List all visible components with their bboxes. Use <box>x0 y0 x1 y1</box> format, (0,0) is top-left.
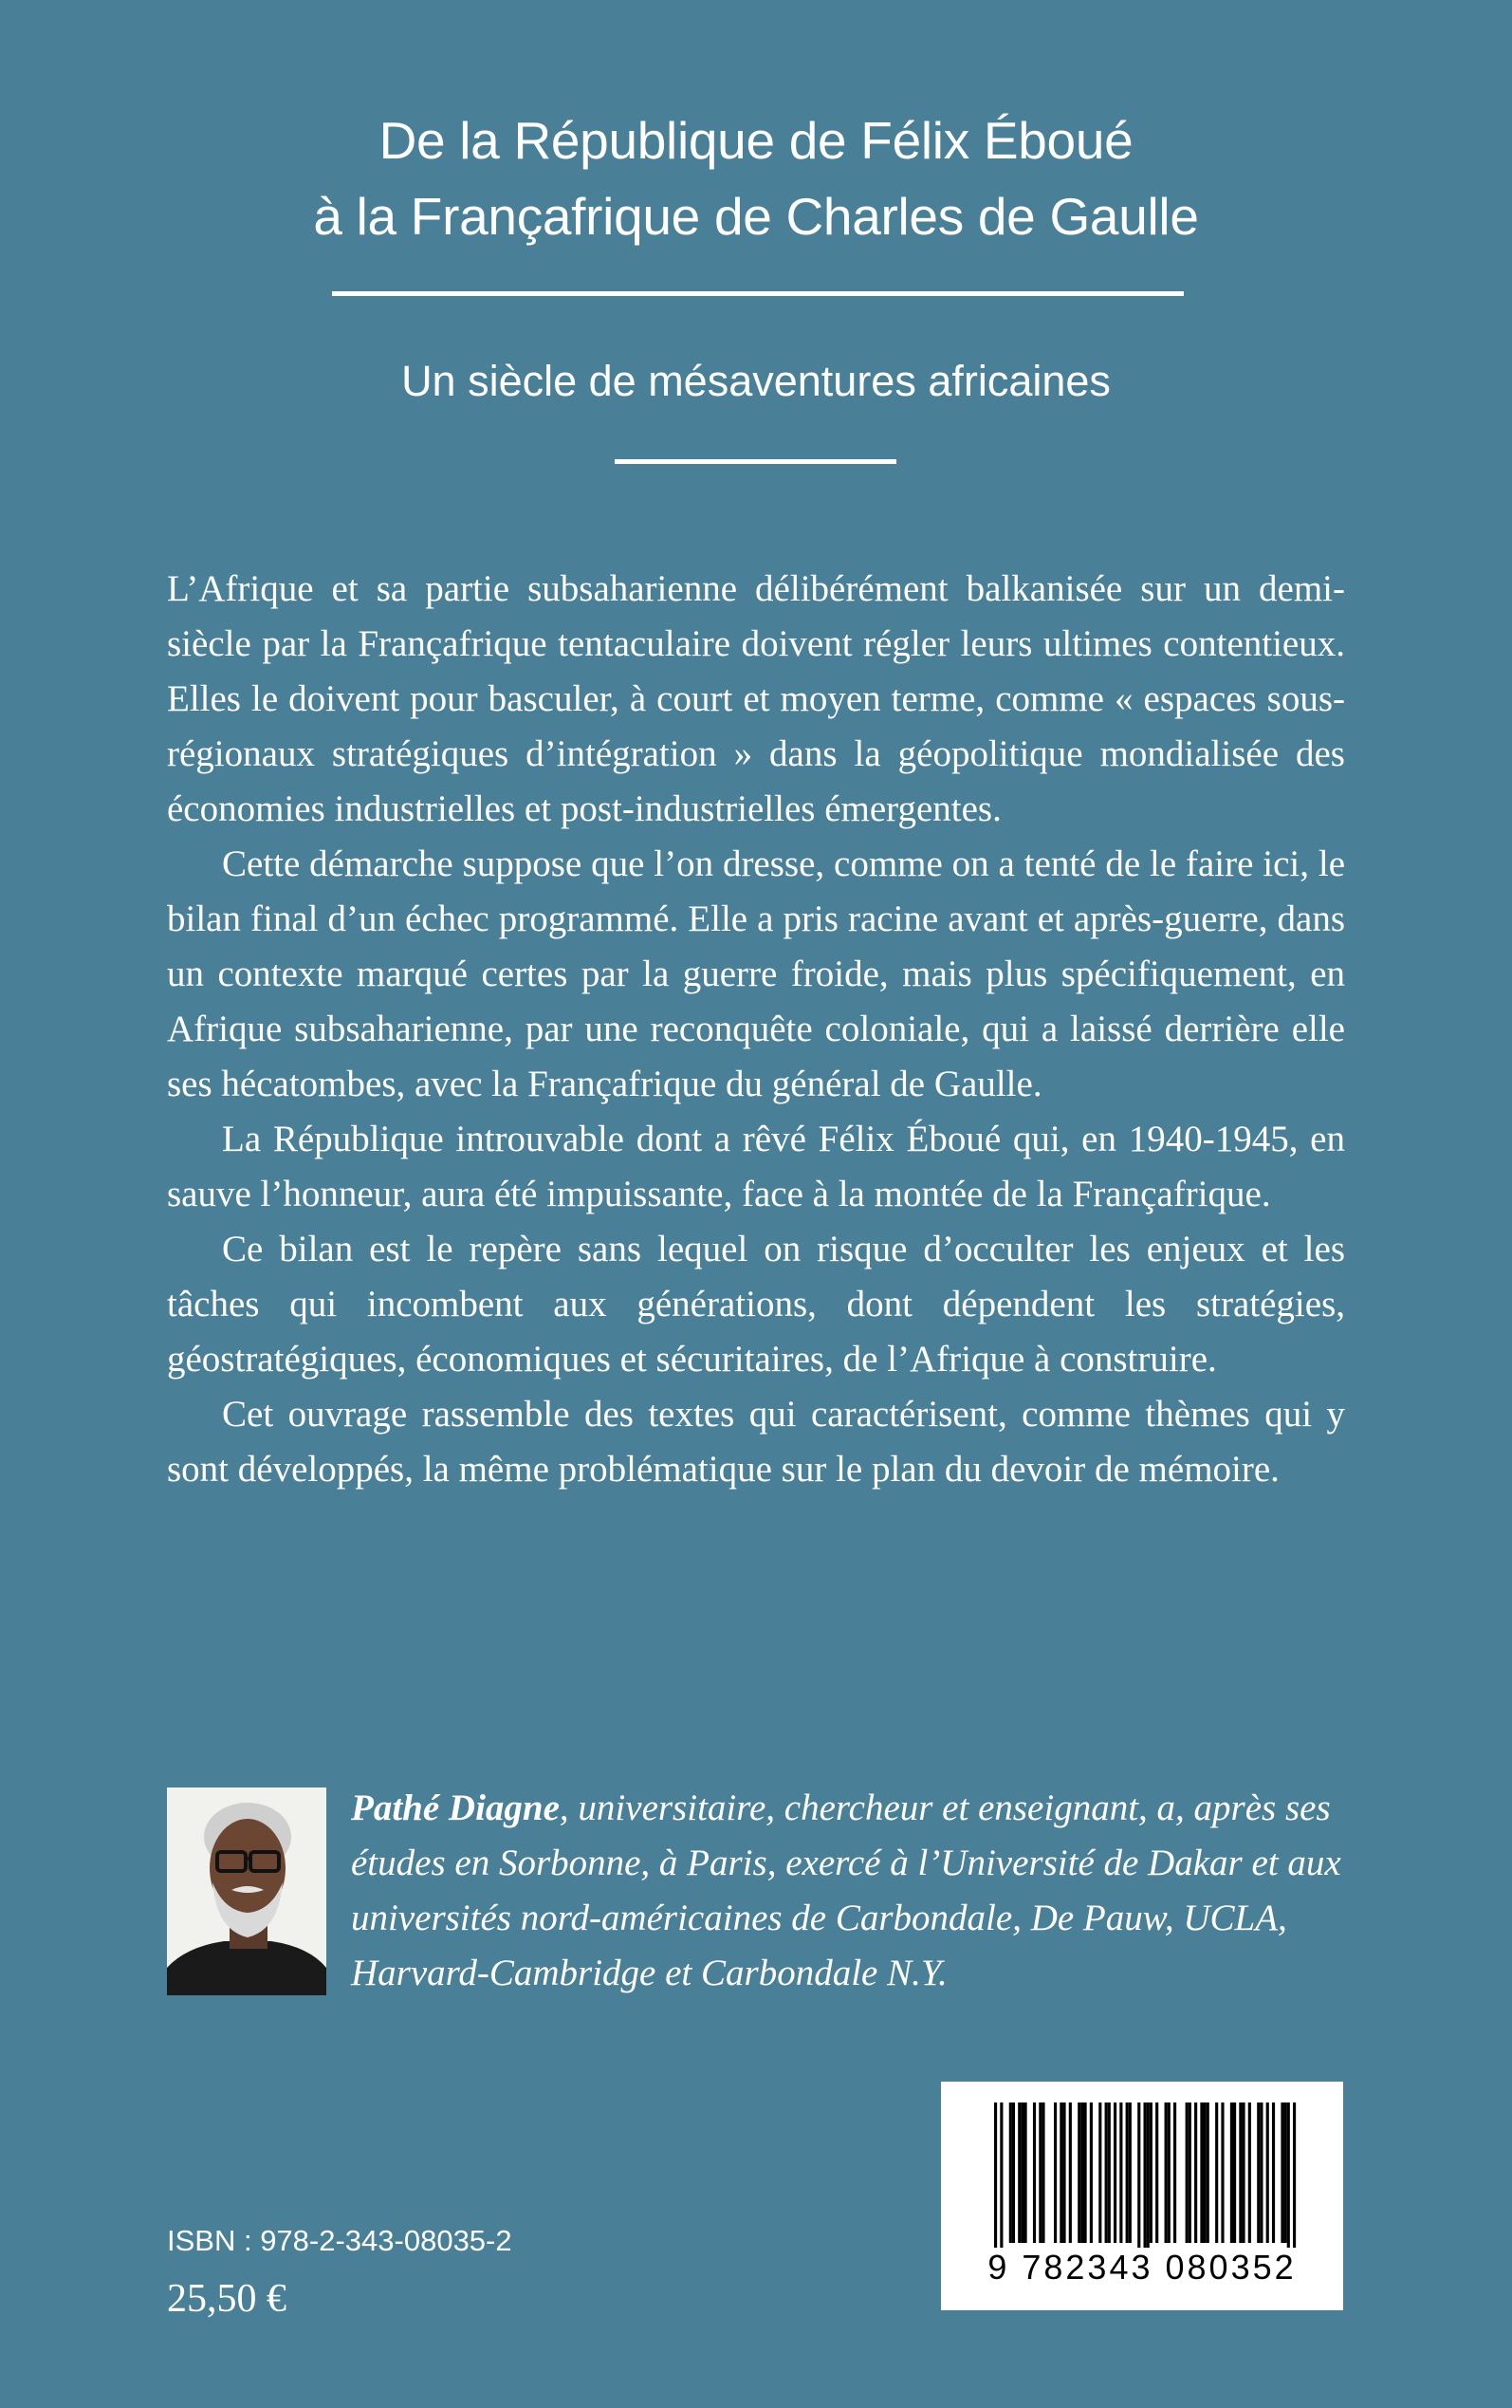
barcode-bar <box>1090 2102 1093 2243</box>
author-name: Pathé Diagne <box>351 1787 560 1828</box>
barcode-bar <box>1126 2102 1129 2243</box>
isbn-barcode <box>941 2082 1343 2310</box>
barcode-bar <box>1054 2102 1057 2243</box>
author-bio-text: , universitaire, chercheur et enseignant, a, après ses études en Sorbonne, à Paris, exercé à l’Université de Dakar et aux universités nord-américaines de Carbondale, De Pauw, UCLA, Harvard-Cambridge et Carbondale N.Y. <box>351 1787 1341 1993</box>
barcode-bar <box>1069 2102 1072 2243</box>
summary-paragraph: Cette démarche suppose que l’on dresse, comme on a tenté de le faire ici, le bilan final d’un échec programmé. Elle a pris racine avant et après-guerre, dans un contexte marqué certes par la guerre froide, mais plus spécifiquement, en Afrique subsaharienne, par une reconquête coloniale, qui a laissé derrière elle ses hécatombes, avec la Françafrique du général de Gaulle. <box>167 843 1345 1104</box>
barcode-bar <box>1284 2102 1287 2243</box>
barcode-bar <box>1281 2102 1283 2243</box>
barcode-bar <box>1260 2102 1263 2243</box>
barcode-bar <box>1155 2102 1158 2243</box>
title-line-1: De la République de Félix Éboué <box>378 111 1134 170</box>
barcode-bar <box>994 2102 997 2248</box>
barcode-bar <box>1168 2102 1171 2243</box>
barcode-bar <box>1215 2102 1218 2243</box>
barcode-bar <box>1165 2102 1168 2243</box>
barcode-bar <box>1108 2102 1111 2243</box>
barcode-bar <box>1098 2102 1101 2243</box>
barcode-digits: 9 782343 080352 <box>987 2248 1297 2287</box>
title-line-2: à la Françafrique de Charles de Gaulle <box>313 187 1199 246</box>
summary-paragraph: Cet ouvrage rassemble des textes qui caractérisent, comme thèmes qui y sont développés, la même problématique sur le plan du devoir de mémoire. <box>167 1394 1345 1490</box>
barcode-bar <box>1021 2102 1023 2243</box>
barcode-bar <box>1144 2102 1147 2248</box>
barcode-bar <box>1042 2102 1044 2243</box>
barcode-bar <box>1060 2102 1062 2243</box>
barcode-bar <box>1207 2102 1209 2243</box>
author-bio <box>351 1781 1345 2001</box>
barcode-bar <box>1018 2102 1021 2243</box>
barcode-bar <box>1272 2102 1275 2243</box>
barcode-bar <box>1039 2102 1042 2243</box>
isbn-label: ISBN : 978-2-343-08035-2 <box>167 2224 512 2257</box>
barcode-bar <box>1221 2102 1224 2243</box>
barcode-bar <box>1129 2102 1132 2243</box>
barcode-bar <box>1173 2102 1176 2243</box>
barcode-bar <box>1287 2102 1290 2248</box>
summary-paragraph: Ce bilan est le repère sans lequel on risque d’occulter les enjeux et les tâches qui incombent aux générations, dont dépendent les stratégies, géostratégiques, économiques et sécuritaires, de l’Afrique à construire. <box>167 1229 1345 1380</box>
barcode-bar <box>1000 2102 1003 2248</box>
barcode-bar <box>1233 2102 1236 2243</box>
barcode-bar <box>1119 2102 1122 2243</box>
subtitle-divider <box>615 459 896 464</box>
back-cover-summary <box>167 562 1345 1497</box>
barcode-bar <box>1114 2102 1116 2243</box>
barcode-bar <box>1084 2102 1087 2243</box>
barcode-bar <box>1009 2102 1012 2243</box>
barcode-bar <box>1242 2102 1245 2243</box>
barcode-bar <box>1078 2102 1080 2243</box>
barcode-bar <box>1186 2102 1189 2243</box>
barcode-bar <box>1239 2102 1242 2243</box>
barcode-bar <box>1012 2102 1015 2243</box>
barcode-bar <box>1194 2102 1197 2243</box>
barcode-bar <box>1147 2102 1150 2248</box>
barcode-bar <box>1024 2102 1027 2243</box>
summary-paragraph: L’Afrique et sa partie subsaharienne délibérément balkanisée sur un demi-siècle par la Françafrique tentaculaire doivent régler leurs ultimes contentieux. Elles le doivent pour basculer, à court et moyen terme, comme « espaces sous-régionaux stratégiques d’intégration » dans la géopolitique mondialisée des économies industrielles et post-industrielles émergentes. <box>167 568 1345 829</box>
barcode-bar <box>1137 2102 1140 2248</box>
barcode-bar <box>1080 2102 1083 2243</box>
barcode-bar <box>1062 2102 1065 2243</box>
barcode-bar <box>1266 2102 1269 2243</box>
barcode-bar <box>1230 2102 1233 2243</box>
summary-paragraph: La République introuvable dont a rêvé Félix Éboué qui, en 1940-1945, en sauve l’honneur, aura été impuissante, face à la montée de la Françafrique. <box>167 1119 1345 1214</box>
book-subtitle: Un siècle de mésaventures africaines <box>401 357 1111 405</box>
barcode-bar <box>1150 2102 1152 2243</box>
barcode-bar <box>1189 2102 1191 2243</box>
price-label: 25,50 € <box>167 2277 286 2321</box>
barcode-bar <box>1257 2102 1260 2243</box>
barcode-bar <box>1033 2102 1036 2243</box>
barcode-bar <box>1204 2102 1207 2243</box>
book-title <box>0 102 1512 254</box>
barcode-bar <box>1105 2102 1108 2243</box>
barcode-bar <box>1293 2102 1296 2248</box>
barcode-bar <box>1200 2102 1203 2243</box>
author-photo <box>167 1787 326 1995</box>
barcode-bar <box>1248 2102 1251 2243</box>
title-divider <box>332 291 1184 296</box>
barcode-bars <box>941 2082 1343 2248</box>
